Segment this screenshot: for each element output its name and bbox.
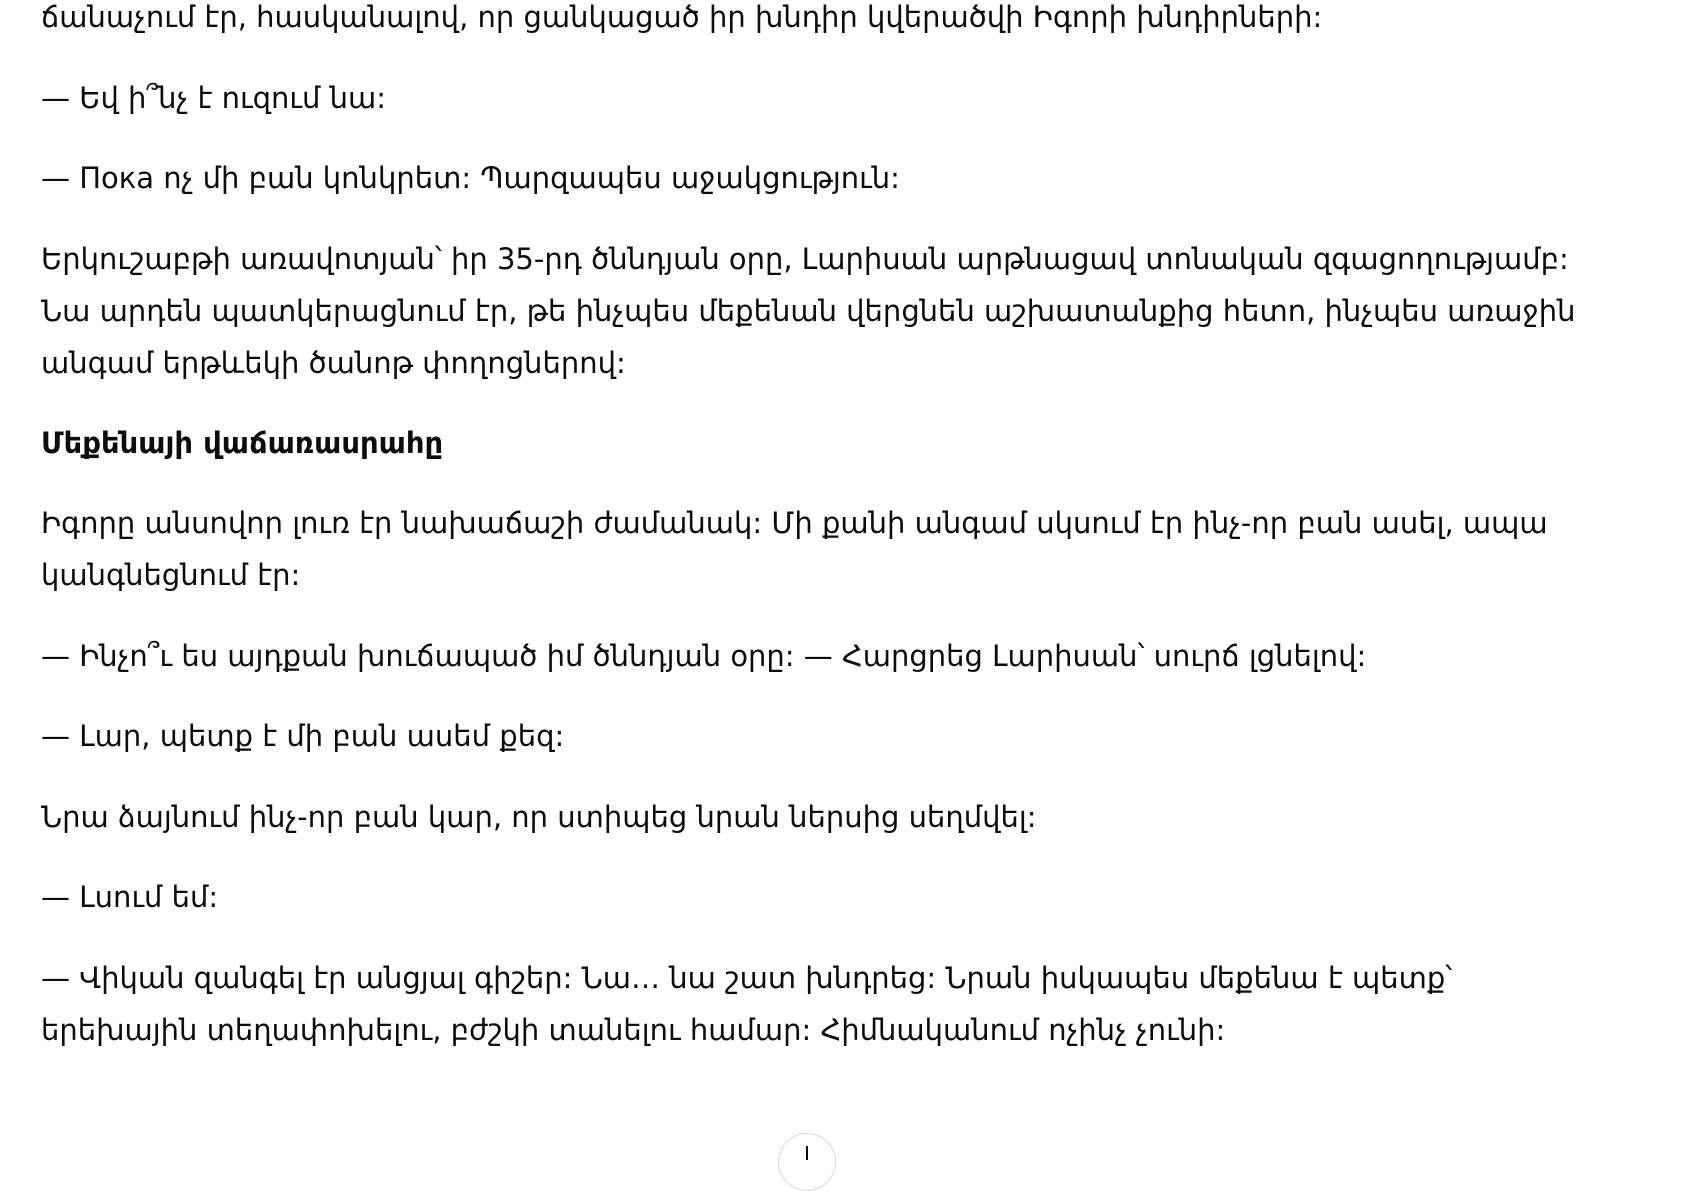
paragraph-line: ճանաչում էր, հասկանալով, որ ցանկացած իր խնդիր կվերածվի Իգորի խնդիրների: xyxy=(41,0,1323,34)
scroll-down-button[interactable] xyxy=(778,1133,836,1191)
paragraph-line: կանգնեցնում էր: xyxy=(41,558,301,592)
paragraph-line: Նրա ձայնում ինչ-որ բան կար, որ ստիպեց նրան ներսից սեղմվել: xyxy=(41,800,1037,834)
paragraph-line: անգամ երթևեկի ծանոթ փողոցներով: xyxy=(41,346,626,380)
dialogue-line: — Լսում եմ: xyxy=(41,880,219,914)
dialogue-line: — Пока ոչ մի բան կոնկրետ: Պարզապես աջակցություն: xyxy=(41,161,900,195)
dialogue-line: — Լար, պետք է մի բան ասեմ քեզ: xyxy=(41,719,565,753)
dialogue-line: երեխային տեղափոխելու, բժշկի տանելու համար: Հիմնականում ոչինչ չունի: xyxy=(41,1013,1226,1047)
dialogue-line: — Եվ ի՞նչ է ուզում նա: xyxy=(41,81,387,115)
dialogue-line: — Ինչո՞ւ ես այդքան խուճապած իմ ծննդյան օրը: — Հարցրեց Լարիսան՝ սուրճ լցնելով: xyxy=(41,639,1367,673)
paragraph-line: Նա արդեն պատկերացնում էր, թե ինչպես մեքենան վերցնեն աշխատանքից հետո, ինչպես առաջին xyxy=(41,294,1576,328)
arrow-down-icon xyxy=(806,1146,808,1160)
section-heading: Մեքենայի վաճառասրահը xyxy=(41,426,444,460)
paragraph-line: Իգորը անսովոր լուռ էր նախաճաշի ժամանակ: Մի քանի անգամ սկսում էր ինչ-որ բան ասել, ապա xyxy=(41,506,1548,540)
paragraph-line: Երկուշաբթի առավոտյան՝ իր 35-րդ ծննդյան օրը, Լարիսան արթնացավ տոնական զգացողությամբ: xyxy=(41,242,1569,276)
dialogue-line: — Վիկան զանգել էր անցյալ գիշեր: Նա… նա շատ խնդրեց: Նրան իսկապես մեքենա է պետք՝ xyxy=(41,961,1453,995)
